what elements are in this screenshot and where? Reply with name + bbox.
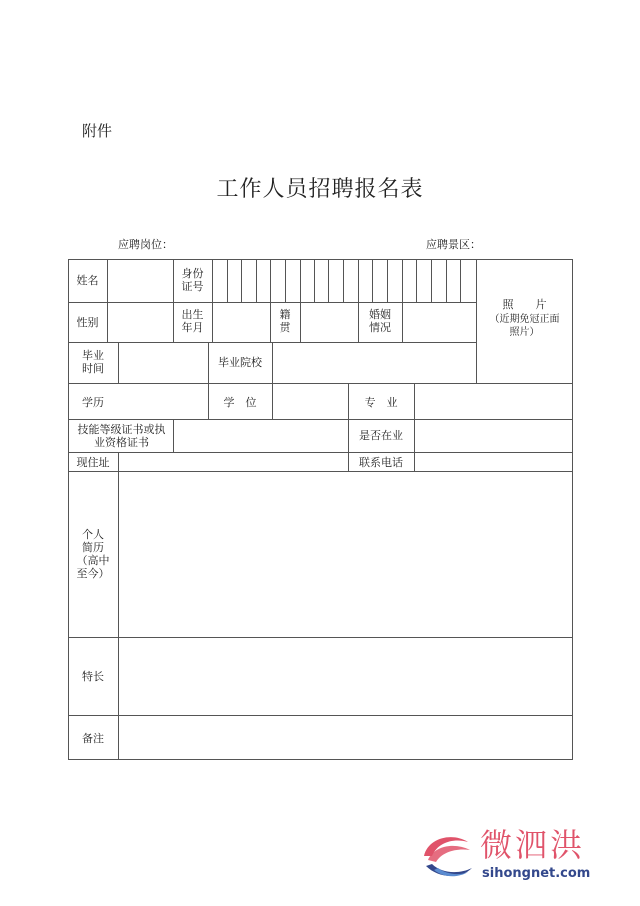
degree-label: 学 位 (223, 396, 257, 409)
birth-label: 出生 年月 (181, 308, 204, 334)
remarks-label: 备注 (82, 732, 104, 745)
address-label: 现住址 (76, 456, 110, 469)
watermark-url: sihongnet.com (482, 866, 591, 881)
employment-status-label: 是否在业 (359, 429, 403, 442)
major-label: 专 业 (364, 396, 398, 409)
watermark-logo-icon (418, 826, 476, 884)
phone-label: 联系电话 (359, 456, 403, 469)
resume-label: 个人 简历 （高中 至今） (76, 528, 110, 580)
graduation-time-label: 毕业 时间 (82, 349, 104, 375)
position-label: 应聘岗位： (118, 238, 173, 251)
native-place-label: 籍 贯 (279, 308, 291, 334)
row-line (68, 452, 573, 453)
gender-label: 性别 (76, 316, 99, 329)
education-label: 学历 (82, 396, 104, 409)
attachment-label: 附件 (82, 122, 113, 140)
row-line (68, 637, 573, 638)
marital-status-label: 婚姻 情况 (369, 308, 391, 334)
area-label: 应聘景区： (426, 238, 481, 251)
row-line (68, 715, 573, 716)
row-line (68, 383, 573, 384)
specialty-label: 特长 (82, 670, 104, 683)
id-card-label: 身份 证号 (181, 267, 204, 293)
certificate-label: 技能等级证书或执 业资格证书 (77, 423, 166, 449)
photo-label: 照 片 （近期免冠正面 照片） (489, 298, 560, 338)
row-line (68, 419, 573, 420)
name-label: 姓名 (76, 274, 99, 287)
row-line (68, 471, 573, 472)
row-line (68, 302, 476, 303)
watermark-text: 微泗洪 (480, 826, 586, 864)
form-title: 工作人员招聘报名表 (216, 177, 424, 202)
graduation-school-label: 毕业院校 (218, 356, 262, 369)
